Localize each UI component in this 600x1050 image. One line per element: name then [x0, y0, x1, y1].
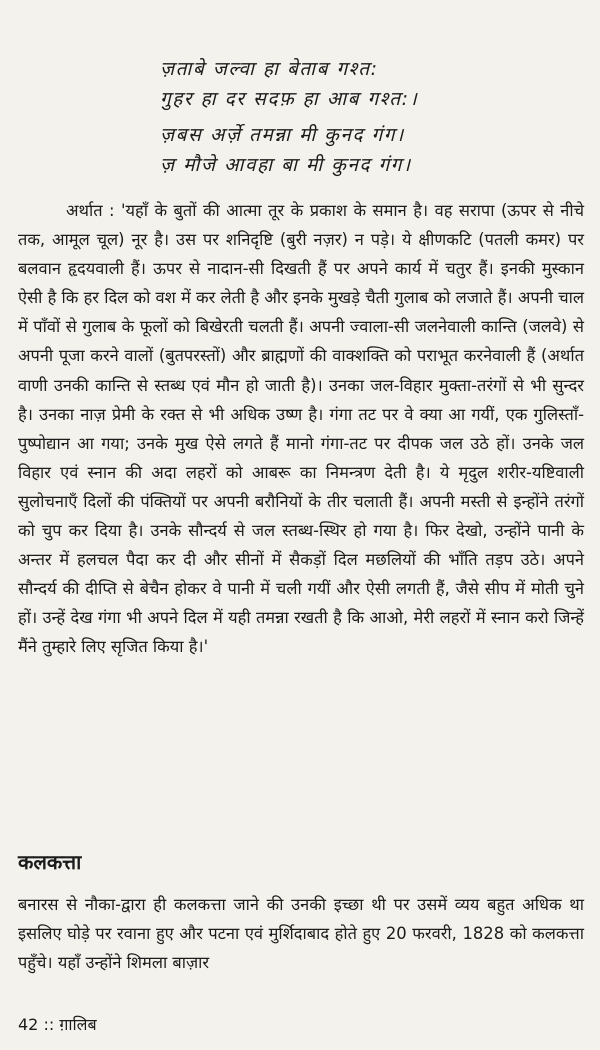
- book-title: ग़ालिब: [59, 1015, 97, 1034]
- verse-couplet-2: [160, 120, 560, 180]
- verse-line: ज़ताबे जल्वा हा बेताब गश्त:: [160, 58, 379, 80]
- section-heading: कलकत्ता: [18, 850, 82, 874]
- verse-line: गुहर हा दर सदफ़ हा आब गश्त:।: [160, 88, 419, 110]
- body-paragraph: बनारस से नौका-द्वारा ही कलकत्ता जाने की उनकी इच्छा थी पर उसमें व्यय बहुत अधिक था इसलिए घोड़े पर रवाना हुए और पटना एवं मुर्शिदाबाद होते हुए 20 फरवरी, 1828 को कलकत्ता पहुँचे। यहाँ उन्होंने शिमला बाज़ार: [18, 895, 584, 973]
- page-number: 42: [18, 1015, 39, 1034]
- footer-separator: ::: [43, 1015, 55, 1034]
- translation-paragraph: अर्थात : 'यहाँ के बुतों की आत्मा तूर के प्रकाश के समान है। वह सरापा (ऊपर से नीचे तक, आमूल चूल) नूर है। उस पर शनिदृष्टि (बुरी नज़र) न पड़े। ये क्षीणकटि (पतली कमर) पर बलवान हृदयवाली हैं। ऊपर से नादान-सी दिखती हैं पर अपने कार्य में चतुर हैं। इनकी मुस्कान ऐसी है कि हर दिल को वश में कर लेती है और इनके मुखड़े चैती गुलाब को लजाते हैं। अपनी चाल में पाँवों से गुलाब के फूलों को बिखेरती चलती हैं। अपनी ज्वाला-सी जलनेवाली कान्ति (जलवे) से अपनी पूजा करने वालों (बुतपरस्तों) और ब्राह्मणों की वाक्शक्ति को पराभूत करनेवाली हैं (अर्थात वाणी उनकी कान्ति से स्तब्ध एवं मौन हो जाती है)। उनका जल-विहार मुक्ता-तरंगों से भी सुन्दर है। उनका नाज़ प्रेमी के रक्त से भी अधिक उष्ण है। गंगा तट पर वे क्या आ गयीं, एक गुलिस्ताँ-पुष्पोद्यान आ गया; उनके मुख ऐसे लगते हैं मानो गंगा-तट पर दीपक जल उठे हों। उनके जल विहार एवं स्नान की अदा लहरों को आबरू का निमन्त्रण देती है। ये मृदुल शरीर-यष्टिवाली सुलोचनाएँ दिलों की पंक्तियों पर अपनी बरौनियों के तीर चलाती हैं। अपनी मस्ती से इन्होंने तरंगों को चुप कर दिया है। उनके सौन्दर्य से जल स्तब्ध-स्थिर हो गया है। फिर देखो, उन्होंने पानी के अन्तर में हलचल पैदा कर दी और सीनों में सैकड़ों दिल मछलियों की भाँति तड़प उठे। अपने सौन्दर्य की दीप्ति से बेचैन होकर वे पानी में चली गयीं और ऐसी लगती हैं, जैसे सीप में मोती चुने हों। उन्हें देख गंगा भी अपने दिल में यही तमन्ना रखती है कि आओ, मेरी लहरों में स्नान करो जिन्हें मैंने तुम्हारे लिए सृजित किया है।': [18, 201, 584, 657]
- page-footer: [18, 1013, 97, 1035]
- verse-couplet-1: [160, 54, 560, 114]
- verse-line: ज़ मौजे आवहा बा मी कुनद गंग।: [160, 154, 412, 176]
- verse-line: ज़बस अर्ज़े तमन्ना मी कुनद गंग।: [160, 124, 405, 146]
